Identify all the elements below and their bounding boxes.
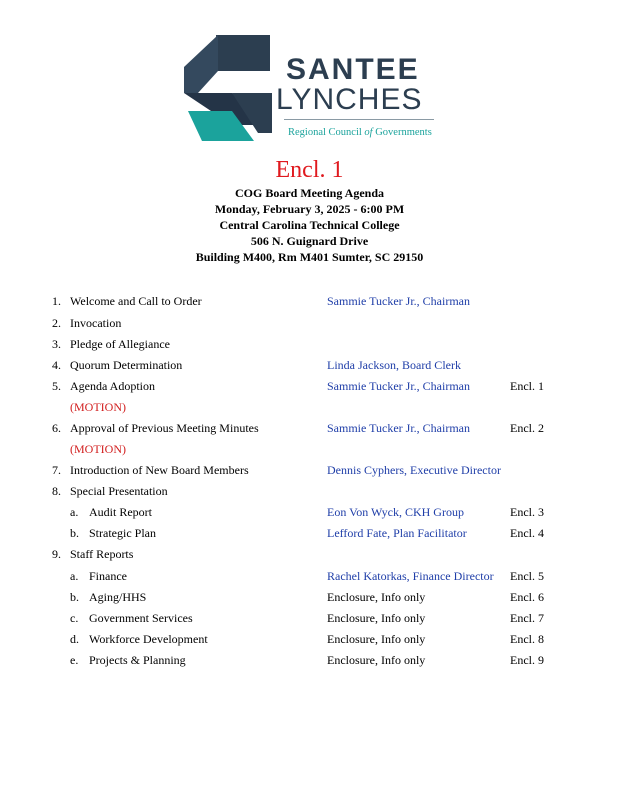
agenda-subitem: e. Projects & Planning Enclosure, Info only Encl. 9 — [0, 650, 619, 670]
agenda-subitem: b. Strategic Plan Lefford Fate, Plan Facilitator Encl. 4 — [0, 523, 619, 543]
santee-lynches-logo — [178, 33, 440, 143]
logo-wordmark-line1: SANTEE — [286, 53, 420, 86]
agenda-item: 7. Introduction of New Board Members Dennis Cyphers, Executive Director — [52, 463, 501, 477]
agenda-subitem: a. Audit Report Eon Von Wyck, CKH Group Encl. 3 — [0, 502, 619, 522]
agenda-item: 8. Special Presentation — [52, 484, 168, 498]
logo-mark-icon — [178, 33, 278, 143]
agenda-item: 6. Approval of Previous Meeting Minutes Sammie Tucker Jr., Chairman Encl. 2 — [0, 418, 619, 438]
logo-tagline: Regional Council of Governments — [288, 127, 432, 138]
enclosure-ref: Encl. 3 — [510, 505, 544, 519]
agenda-title: COG Board Meeting Agenda — [235, 186, 384, 200]
agenda-item: 9. Staff Reports — [52, 547, 134, 561]
motion-note: (MOTION) — [70, 442, 126, 456]
meeting-room: Building M400, Rm M401 Sumter, SC 29150 — [195, 250, 424, 264]
agenda-subitem: d. Workforce Development Enclosure, Info only Encl. 8 — [0, 629, 619, 649]
enclosure-ref: Encl. 8 — [510, 632, 544, 646]
meeting-venue: Central Carolina Technical College — [219, 218, 400, 232]
agenda-subitem: b. Aging/HHS Enclosure, Info only Encl. 6 — [0, 587, 619, 607]
enclosure-title: Encl. 1 — [275, 157, 344, 183]
enclosure-ref: Encl. 6 — [510, 590, 544, 604]
enclosure-ref: Encl. 2 — [510, 421, 544, 435]
agenda-subitem: a. Finance Rachel Katorkas, Finance Director Encl. 5 — [0, 566, 619, 586]
meeting-datetime: Monday, February 3, 2025 - 6:00 PM — [214, 202, 405, 216]
enclosure-ref: Encl. 9 — [510, 653, 544, 667]
enclosure-ref: Encl. 4 — [510, 526, 544, 540]
enclosure-ref: Encl. 1 — [510, 379, 544, 393]
agenda-subitem: c. Government Services Enclosure, Info only Encl. 7 — [0, 608, 619, 628]
logo-divider — [284, 119, 434, 120]
meeting-street: 506 N. Guignard Drive — [250, 234, 369, 248]
agenda-item: 4. Quorum Determination Linda Jackson, Board Clerk — [52, 358, 461, 372]
enclosure-ref: Encl. 5 — [510, 569, 544, 583]
motion-note: (MOTION) — [70, 400, 126, 414]
logo-wordmark-line2: LYNCHES — [276, 83, 423, 116]
agenda-item: 3. Pledge of Allegiance — [52, 337, 170, 351]
agenda-item: 1. Welcome and Call to Order Sammie Tucker Jr., Chairman — [52, 294, 470, 308]
agenda-item: 2. Invocation — [52, 316, 122, 330]
agenda-item: 5. Agenda Adoption Sammie Tucker Jr., Chairman Encl. 1 — [0, 376, 619, 396]
enclosure-ref: Encl. 7 — [510, 611, 544, 625]
